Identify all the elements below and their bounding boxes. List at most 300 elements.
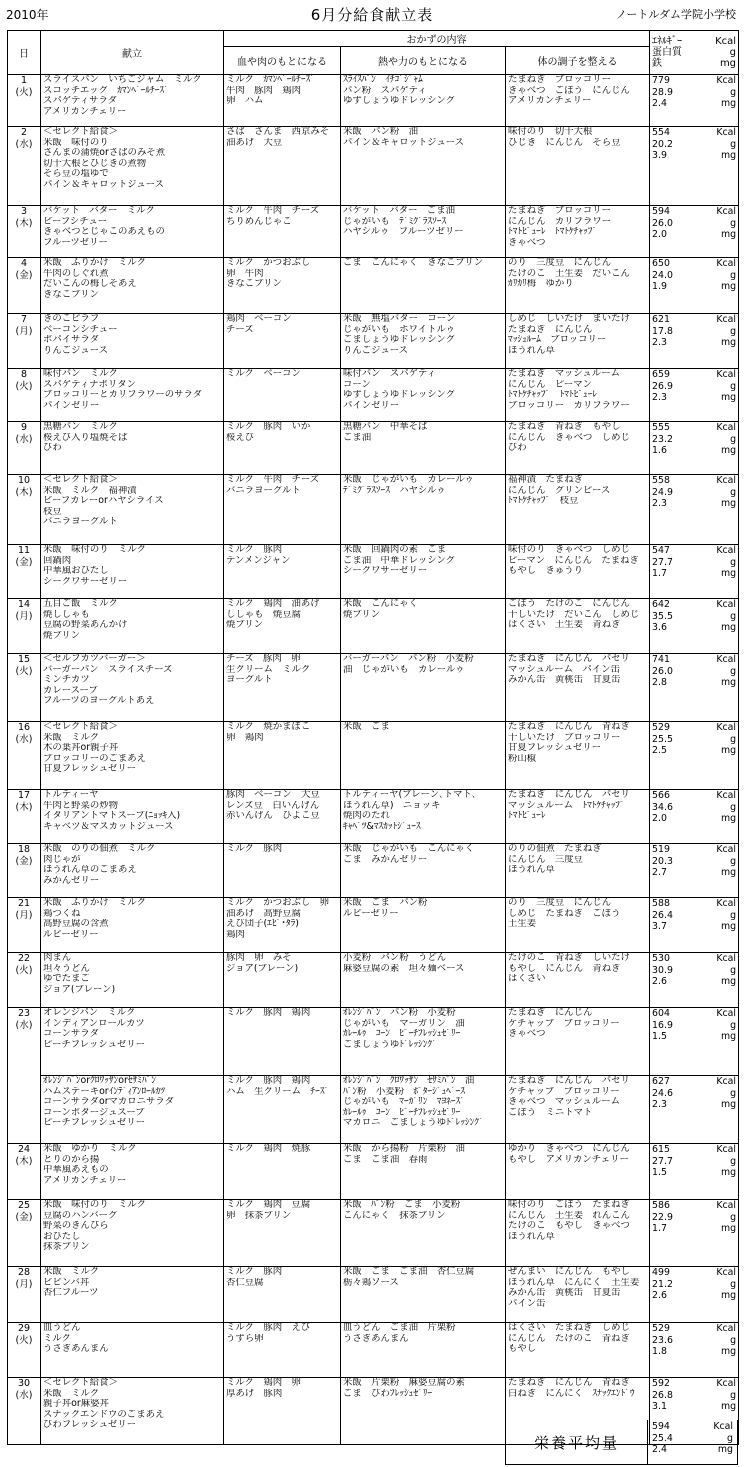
kcal-value: 650 bbox=[652, 258, 670, 269]
nutrition-prot bbox=[652, 270, 736, 282]
heat-cell bbox=[341, 1267, 506, 1323]
body-item: はくさい bbox=[508, 974, 546, 985]
weekday: (月) bbox=[15, 326, 33, 337]
weekday: (金) bbox=[15, 1212, 33, 1223]
nutrition-prot bbox=[652, 87, 736, 99]
day-number: 30 bbox=[17, 1378, 31, 1389]
blood-item: ミルク ｶﾏﾝﾍﾞｰﾙﾁｰｽﾞ bbox=[226, 75, 315, 85]
menu-line: ｵﾚﾝｼﾞﾊﾟﾝorｸﾛﾜｯｻﾝorｾｻﾐﾊﾟﾝ bbox=[43, 1076, 156, 1086]
body-item: きゃべつ bbox=[508, 1029, 546, 1040]
iron-unit: mg bbox=[720, 337, 737, 349]
iron-value: 2.3 bbox=[652, 1099, 667, 1111]
nutrition-iron bbox=[652, 229, 736, 241]
menu-line: 甘夏フレッシュゼリー bbox=[43, 764, 137, 775]
iron-value: 1.9 bbox=[652, 281, 667, 293]
nutrition-cell bbox=[650, 1008, 739, 1076]
spacer bbox=[688, 1088, 708, 1100]
body-item: ﾏｯｼｭﾙｰﾑ ブロッコリー bbox=[508, 335, 607, 346]
weekday: (火) bbox=[15, 666, 33, 677]
blood-item: 油あげ 高野豆腐 bbox=[226, 908, 302, 919]
iron-unit: mg bbox=[720, 976, 737, 988]
nutrition-prot bbox=[652, 1156, 736, 1168]
nutrition-prot bbox=[652, 139, 736, 151]
spacer bbox=[688, 434, 708, 446]
menu-line: インディアンロールカツ bbox=[43, 1018, 145, 1029]
prot-value: 26.0 bbox=[652, 665, 673, 677]
menu-line: びわフレッシュゼリー bbox=[43, 1420, 137, 1431]
blood-cell bbox=[224, 722, 341, 790]
body-item: たまねぎ にんじん 青ねぎ bbox=[508, 1378, 630, 1388]
nutrition-kcal bbox=[652, 654, 736, 666]
iron-value: 1.5 bbox=[652, 1167, 667, 1179]
nutrition-iron bbox=[652, 921, 736, 933]
prot-value: 17.8 bbox=[652, 325, 673, 337]
menu-line: 木の葉丼or親子丼 bbox=[43, 743, 119, 754]
spacer bbox=[688, 369, 708, 381]
body-item: しめじ しいたけ まいたけ bbox=[508, 314, 630, 324]
day-cell bbox=[8, 475, 41, 545]
heat-item: コーン bbox=[343, 379, 371, 390]
table-row bbox=[8, 206, 739, 258]
nutrition-iron bbox=[652, 976, 736, 988]
menu-line: きなこプリン bbox=[43, 289, 99, 300]
menu-cell bbox=[41, 844, 224, 898]
menu-cell bbox=[41, 475, 224, 545]
nutrition-cell bbox=[650, 258, 739, 314]
nutrition-prot bbox=[652, 856, 736, 868]
blood-item: ミルク 牛肉 チーズ bbox=[226, 206, 320, 216]
prot-unit: g bbox=[730, 1334, 737, 1346]
heat-item: 米飯 ﾊﾟﾝ粉 ごま 小麦粉 bbox=[343, 1200, 461, 1210]
heat-item: ごま ごま油 春雨 bbox=[343, 1154, 428, 1165]
nutrition-prot bbox=[652, 326, 736, 338]
body-item: マッシュルーム パイン缶 bbox=[508, 664, 620, 675]
menu-line: ビーフカレーorハヤシライス bbox=[43, 496, 164, 507]
iron-unit: mg bbox=[720, 568, 737, 580]
iron-unit: mg bbox=[720, 677, 737, 689]
heat-item: トルティーヤ(プレーン､トマト､ bbox=[343, 790, 477, 800]
blood-item: ヨーグルト bbox=[226, 675, 273, 686]
weekday: (水) bbox=[15, 1020, 33, 1031]
heat-item: ﾃﾞﾐｸﾞﾗｽｿｰｽ ハヤシルゥ bbox=[343, 485, 446, 496]
blood-cell bbox=[224, 898, 341, 953]
menu-line: 枝豆 bbox=[43, 506, 62, 517]
menu-line: 焼プリン bbox=[43, 630, 81, 641]
menu-line: 黒糖パン ミルク bbox=[43, 422, 118, 432]
day-cell bbox=[8, 654, 41, 722]
menu-line: 坦々うどん bbox=[43, 963, 90, 974]
menu-line: ＜セレクト給食＞ bbox=[43, 475, 118, 485]
iron-value: 3.6 bbox=[652, 622, 667, 634]
iron-value: 1.7 bbox=[652, 1223, 667, 1235]
body-item: たまねぎ ブロッコリー bbox=[508, 206, 611, 216]
day-number: 2 bbox=[20, 127, 28, 138]
heat-item: 黒糖パン 中華そば bbox=[343, 422, 428, 432]
table-row bbox=[8, 422, 739, 475]
body-item: きゃべつ マッシュルーム bbox=[508, 1097, 620, 1108]
menu-line: さんまの蒲焼orさばのみそ煮 bbox=[43, 148, 166, 159]
blood-item: ミルク 鶏肉 焼豚 bbox=[226, 1144, 311, 1154]
day-cell bbox=[8, 844, 41, 898]
heat-item: ｶﾚｰﾙｩ ｺｰﾝ ﾋﾟｰﾁﾌﾚｯｼｭｾﾞﾘｰ bbox=[343, 1107, 461, 1118]
spacer bbox=[688, 1290, 708, 1302]
body-cell bbox=[506, 422, 650, 475]
spacer bbox=[688, 326, 708, 338]
weekday: (火) bbox=[15, 87, 33, 98]
prot-value: 35.5 bbox=[652, 610, 673, 622]
nutrition-prot bbox=[652, 1020, 736, 1032]
menu-line: ポパイサラダ bbox=[43, 335, 100, 346]
blood-item: 卵 ハム bbox=[226, 96, 264, 107]
body-cell bbox=[506, 314, 650, 369]
day-number: 4 bbox=[20, 258, 28, 269]
menu-cell bbox=[41, 1144, 224, 1200]
blood-item: ミルク かつおぶし 卵 bbox=[226, 898, 329, 908]
menu-line: ブロッコリーのごまあえ bbox=[43, 753, 146, 764]
nutrition-cell bbox=[650, 844, 739, 898]
prot-value: 30.9 bbox=[652, 964, 673, 976]
iron-value: 2.5 bbox=[652, 745, 667, 757]
iron-value: 3.9 bbox=[652, 150, 667, 162]
nutrition-kcal bbox=[652, 475, 736, 487]
heat-item: パン粉 スパゲティ bbox=[343, 85, 427, 96]
menu-cell bbox=[41, 127, 224, 206]
prot-unit: g bbox=[730, 433, 737, 445]
menu-line: コーンポタージュスープ bbox=[43, 1107, 145, 1118]
spacer bbox=[688, 314, 708, 326]
menu-line: 鶏つくね bbox=[43, 908, 81, 919]
menu-cell bbox=[41, 953, 224, 1008]
spacer bbox=[688, 599, 708, 611]
day-number: 15 bbox=[17, 654, 31, 665]
menu-line: ＜セレクト給食＞ bbox=[43, 1378, 118, 1388]
menu-line: フルーツのヨーグルトあえ bbox=[43, 696, 155, 707]
blood-item: ミルク 鶏肉 油あげ bbox=[226, 599, 320, 609]
nutrition-iron bbox=[652, 867, 736, 879]
body-cell bbox=[506, 75, 650, 127]
body-item: ごぼう ミニトマト bbox=[508, 1107, 593, 1118]
heat-item: うさぎあんまん bbox=[343, 1333, 409, 1344]
heat-item: ごま びわﾌﾚｯｼｭｾﾞﾘｰ bbox=[343, 1388, 433, 1399]
heat-cell bbox=[341, 369, 506, 422]
menu-line: シークワサーゼリー bbox=[43, 576, 128, 587]
heat-item: ｽﾗｲｽﾊﾟﾝ ｲﾁｺﾞｼﾞｬﾑ bbox=[343, 75, 423, 85]
blood-item: 焼プリン bbox=[226, 620, 264, 631]
body-cell bbox=[506, 258, 650, 314]
body-item: ほうれん草 bbox=[508, 1231, 555, 1242]
nutrition-iron bbox=[652, 1223, 736, 1235]
iron-unit: mg bbox=[720, 1401, 737, 1413]
menu-cell bbox=[41, 258, 224, 314]
day-cell bbox=[8, 369, 41, 422]
spacer bbox=[688, 1323, 708, 1335]
prot-unit: g bbox=[730, 1087, 737, 1099]
nutrition-kcal bbox=[652, 1323, 736, 1335]
nutrition-prot bbox=[652, 1212, 736, 1224]
body-item: たまねぎ 青ねぎ もやし bbox=[508, 422, 621, 432]
table-row bbox=[8, 599, 739, 654]
menu-line: ほうれん草のごまあえ bbox=[43, 865, 137, 876]
body-cell bbox=[506, 599, 650, 654]
heat-cell bbox=[341, 1323, 506, 1378]
blood-item: チーズ 豚肉 卵 bbox=[226, 654, 301, 664]
heat-item: 米飯 じゃがいも カレールゥ bbox=[343, 475, 474, 485]
blood-item: きなこプリン bbox=[226, 279, 282, 290]
table-row bbox=[8, 1144, 739, 1200]
nutrition-kcal bbox=[652, 1200, 736, 1212]
body-item: 福神漬 たまねぎ bbox=[508, 475, 584, 485]
menu-line: アメリカンチェリー bbox=[43, 106, 127, 117]
kcal-unit: Kcal bbox=[716, 369, 737, 380]
kcal-value: 627 bbox=[652, 1076, 670, 1087]
weekday: (水) bbox=[15, 139, 33, 150]
blood-item: ちりめんじゃこ bbox=[226, 216, 292, 227]
heat-cell bbox=[341, 258, 506, 314]
spacer bbox=[688, 1335, 708, 1347]
menu-line: 牛肉と野菜の炒物 bbox=[43, 800, 119, 811]
menu-line: スコッチエッグ ｶﾏﾝﾍﾞｰﾙﾁｰｽﾞ bbox=[43, 85, 169, 96]
spacer bbox=[688, 1279, 708, 1291]
menu-line: ＜セレクト給食＞ bbox=[43, 127, 118, 137]
body-cell bbox=[506, 1008, 650, 1076]
spacer bbox=[688, 270, 708, 282]
heat-item: ｵﾚﾝｼﾞﾊﾟﾝ ｸﾛﾜｯｻﾝ ｾｻﾐﾊﾟﾝ 油 bbox=[343, 1076, 475, 1086]
prot-unit: g bbox=[730, 1211, 737, 1223]
nutrition-cell bbox=[650, 898, 739, 953]
heat-item: じゃがいも ﾏｰｶﾞﾘﾝ ﾏﾖﾈｰｽﾞ bbox=[343, 1097, 465, 1108]
menu-line: りんごジュース bbox=[43, 345, 108, 356]
day-cell bbox=[8, 206, 41, 258]
kcal-unit: Kcal bbox=[716, 654, 737, 665]
blood-cell bbox=[224, 654, 341, 722]
heat-cell bbox=[341, 75, 506, 127]
menu-line: 野菜のきんぴら bbox=[43, 1221, 109, 1232]
heat-cell bbox=[341, 599, 506, 654]
prot-unit: g bbox=[730, 733, 737, 745]
nutrition-iron bbox=[652, 98, 736, 110]
body-item: ぜんまい にんじん もやし bbox=[508, 1267, 630, 1277]
iron-unit: mg bbox=[720, 229, 737, 241]
spacer bbox=[688, 844, 708, 856]
menu-line: キャベツ＆マスカットジュース bbox=[43, 821, 174, 832]
day-cell bbox=[8, 545, 41, 599]
prot-value: 26.0 bbox=[652, 217, 673, 229]
day-cell bbox=[8, 314, 41, 369]
blood-item: 杏仁豆腐 bbox=[226, 1277, 264, 1288]
menu-cell bbox=[41, 369, 224, 422]
kcal-value: 566 bbox=[652, 790, 670, 801]
kcal-value: 659 bbox=[652, 369, 670, 380]
weekday: (水) bbox=[15, 734, 33, 745]
prot-value: 25.5 bbox=[652, 733, 673, 745]
table-row bbox=[8, 1076, 739, 1144]
body-item: のり 三度豆 にんじん bbox=[508, 258, 612, 268]
nutrition-prot bbox=[652, 557, 736, 569]
menu-line: きゃべつとじゃこのあえもの bbox=[43, 227, 165, 238]
blood-item: ミルク 牛肉 チーズ bbox=[226, 475, 320, 485]
kcal-value: 594 bbox=[652, 206, 670, 217]
day-cell bbox=[8, 953, 41, 1008]
menu-line: 五目ご飯 ミルク bbox=[43, 599, 118, 609]
heat-item: 焼肉のたれ bbox=[343, 811, 390, 822]
menu-line: 回鍋肉 bbox=[43, 555, 72, 566]
menu-line: 皿うどん bbox=[43, 1323, 81, 1333]
kcal-unit: Kcal bbox=[716, 1076, 737, 1087]
blood-item: ミルク 豚肉 鶏肉 bbox=[226, 1008, 311, 1018]
nutrition-cell bbox=[650, 75, 739, 127]
iron-unit: mg bbox=[720, 1099, 737, 1111]
nutrition-iron bbox=[652, 677, 736, 689]
nutrition-kcal bbox=[652, 1008, 736, 1020]
body-item: のり 三度豆 にんじん bbox=[508, 898, 612, 908]
nutrition-prot bbox=[652, 965, 736, 977]
nutrition-kcal bbox=[652, 258, 736, 270]
spacer bbox=[688, 790, 708, 802]
blood-cell bbox=[224, 1323, 341, 1378]
spacer bbox=[688, 337, 708, 349]
heat-item: ごま みかんゼリー bbox=[343, 854, 428, 865]
kcal-value: 555 bbox=[652, 422, 670, 433]
menu-line: 米飯 ミルク bbox=[43, 1388, 100, 1399]
body-cell bbox=[506, 953, 650, 1008]
iron-value: 2.6 bbox=[652, 976, 667, 988]
menu-line: 米飯 ふりかけ ミルク bbox=[43, 898, 146, 908]
spacer bbox=[688, 1378, 708, 1390]
spacer bbox=[688, 722, 708, 734]
menu-line: 米飯 ミルク bbox=[43, 732, 100, 743]
nutrition-cell bbox=[650, 1267, 739, 1323]
body-cell bbox=[506, 1144, 650, 1200]
body-item: ﾄﾏﾄｹﾁｬｯﾌﾟ 枝豆 bbox=[508, 496, 579, 507]
menu-line: だいこんの梅しそあえ bbox=[43, 279, 137, 290]
prot-unit: g bbox=[730, 1155, 737, 1167]
blood-cell bbox=[224, 1200, 341, 1267]
prot-value: 27.7 bbox=[652, 556, 673, 568]
body-cell bbox=[506, 1323, 650, 1378]
iron-unit: mg bbox=[720, 445, 737, 457]
menu-line: ハムステーキorｲﾝﾃﾞｨｱﾝﾛｰﾙｶﾂ bbox=[43, 1086, 165, 1097]
blood-item: 生クリーム ミルク bbox=[226, 664, 311, 675]
menu-cell bbox=[41, 1076, 224, 1144]
table-row bbox=[8, 475, 739, 545]
menu-line: 中華風あえもの bbox=[43, 1165, 109, 1176]
body-cell bbox=[506, 1267, 650, 1323]
day-number: 1 bbox=[20, 75, 28, 86]
blood-item: テンメンジャン bbox=[226, 555, 291, 566]
body-item: もやし にんじん 青ねぎ bbox=[508, 963, 621, 974]
spacer bbox=[688, 445, 708, 457]
blood-item: チーズ bbox=[226, 324, 254, 335]
body-item: たけのこ 青ねぎ しいたけ bbox=[508, 953, 630, 963]
nutrition-prot bbox=[652, 487, 736, 499]
menu-cell bbox=[41, 545, 224, 599]
body-cell bbox=[506, 1076, 650, 1144]
nutrition-iron bbox=[652, 1167, 736, 1179]
heat-item: ごま油 bbox=[343, 432, 372, 443]
nutrition-kcal bbox=[652, 898, 736, 910]
blood-item: ハム 生クリーム ﾁｰｽﾞ bbox=[226, 1086, 330, 1097]
spacer bbox=[688, 910, 708, 922]
day-number: 21 bbox=[17, 898, 31, 909]
menu-cell bbox=[41, 722, 224, 790]
body-item: ほうれん草 bbox=[508, 345, 555, 356]
blood-item: ミルク 豚肉 bbox=[226, 1267, 283, 1277]
iron-unit: mg bbox=[720, 150, 737, 162]
spacer bbox=[688, 622, 708, 634]
weekday: (木) bbox=[15, 802, 33, 813]
blood-item: バニラヨーグルト bbox=[226, 485, 301, 496]
body-cell bbox=[506, 1200, 650, 1267]
nutrition-kcal bbox=[652, 422, 736, 434]
blood-cell bbox=[224, 258, 341, 314]
heat-cell bbox=[341, 206, 506, 258]
menu-line: ビーフシチュー bbox=[43, 216, 108, 227]
body-item: ごぼう たけのこ にんじん bbox=[508, 599, 630, 609]
nutrition-kcal bbox=[652, 953, 736, 965]
heat-item: ハヤシルゥ フルーツゼリー bbox=[343, 227, 464, 238]
day-number: 23 bbox=[17, 1008, 31, 1019]
menu-line: ミルク bbox=[43, 1333, 71, 1344]
blood-item: ミルク 豚肉 いか bbox=[226, 422, 311, 432]
nutrition-iron bbox=[652, 568, 736, 580]
iron-value: 1.8 bbox=[652, 1346, 667, 1358]
nutrition-kcal bbox=[652, 1267, 736, 1279]
body-item: もやし アメリカンチェリー bbox=[508, 1154, 629, 1165]
blood-item: ミルク かつおぶし bbox=[226, 258, 311, 268]
body-cell bbox=[506, 790, 650, 844]
body-item: びわ bbox=[508, 443, 527, 454]
kcal-unit: Kcal bbox=[716, 953, 737, 964]
spacer bbox=[688, 75, 708, 87]
heat-cell bbox=[341, 1144, 506, 1200]
spacer bbox=[688, 976, 708, 988]
kcal-unit: Kcal bbox=[716, 1267, 737, 1278]
heat-item: パインゼリー bbox=[343, 400, 400, 411]
prot-unit: g bbox=[730, 1389, 737, 1401]
menu-line: バケット バター ミルク bbox=[43, 206, 155, 216]
nutrition-cell bbox=[650, 654, 739, 722]
menu-line: コーンサラダ bbox=[43, 1029, 99, 1040]
blood-item: 鶏肉 ベーコン bbox=[226, 314, 292, 324]
menu-cell bbox=[41, 1323, 224, 1378]
heat-cell bbox=[341, 1076, 506, 1144]
weekday: (金) bbox=[15, 270, 33, 281]
spacer bbox=[688, 139, 708, 151]
day-number: 28 bbox=[17, 1267, 31, 1278]
spacer bbox=[688, 921, 708, 933]
spacer bbox=[688, 813, 708, 825]
day-number: 10 bbox=[17, 475, 31, 486]
body-item: はくさい たまねぎ しめじ bbox=[508, 1323, 630, 1333]
blood-item: えび団子(ｴﾋﾞ･ﾀﾗ) bbox=[226, 919, 299, 930]
spacer bbox=[688, 666, 708, 678]
blood-item: 厚あげ 豚肉 bbox=[226, 1388, 283, 1399]
menu-line: 米飯 ミルク 福神漬 bbox=[43, 485, 137, 496]
body-item: にんじん カリフラワー bbox=[508, 216, 612, 227]
blood-item: ししゃも 焼豆腐 bbox=[226, 609, 302, 620]
blood-item: ミルク ベーコン bbox=[226, 369, 301, 379]
prot-unit: g bbox=[730, 909, 737, 921]
table-row bbox=[8, 722, 739, 790]
prot-value: 24.0 bbox=[652, 269, 673, 281]
nutrition-iron bbox=[652, 1031, 736, 1043]
blood-cell bbox=[224, 1008, 341, 1076]
nutrition-iron bbox=[652, 337, 736, 349]
body-item: 干しいたけ だいこん しめじ bbox=[508, 609, 640, 620]
kcal-value: 499 bbox=[652, 1267, 670, 1278]
iron-unit: mg bbox=[720, 498, 737, 510]
nutrition-cell bbox=[650, 599, 739, 654]
